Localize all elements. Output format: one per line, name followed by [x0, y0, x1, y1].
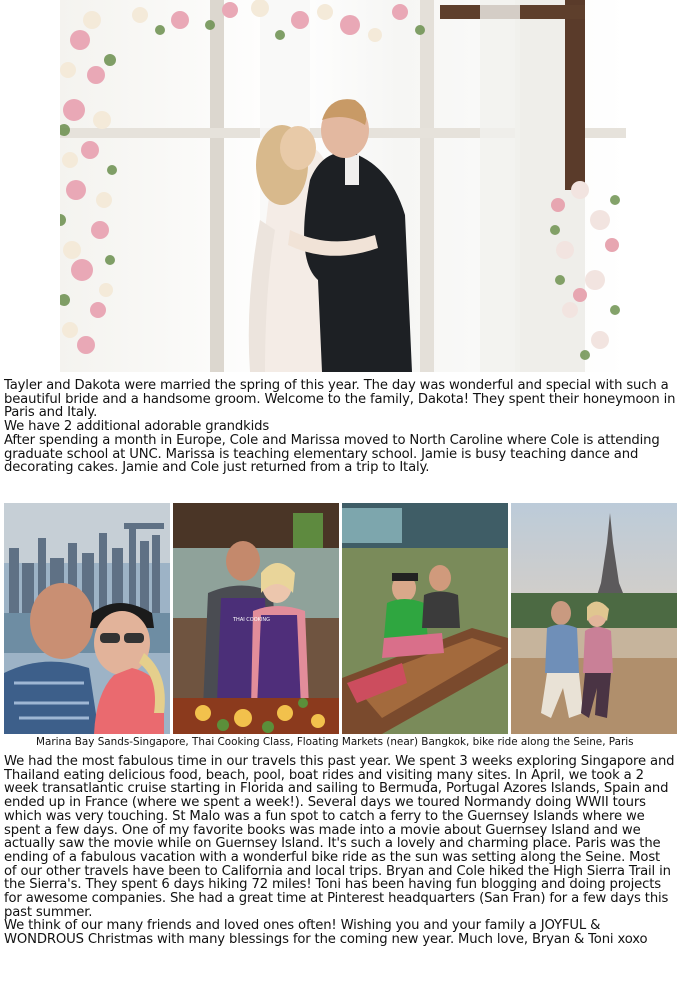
- wedding-paragraph: Tayler and Dakota were married the spring of this year. The day was wonderful and special with such a beautiful bride and a handsome groom. Welcome to the family, Dakota! They spent their honeymoon in Paris and Italy. We have 2 additional adorable grandkids After spending a month in Europe, Cole and Marissa moved to North Caroline where Cole is attending graduate school at UNC. Marissa is teaching elementary school. Jamie is busy teaching dance and decorating cakes. Jamie and Cole just returned from a trip to Italy.: [4, 378, 676, 476]
- paris-photo: [511, 503, 677, 734]
- floating-market-photo: [342, 503, 508, 734]
- travel-paragraph: We had the most fabulous time in our travels this past year. We spent 3 weeks exploring Singapore and Thailand eating delicious food, beach, pool, boat rides and visiting many sites. In April, we took a 2 week transatlantic cruise starting in Florida and sailing to Bermuda, Portugal Azores Islands, Spain and ended up in France (where we spent a week!). Several days we toured Normandy doing WWII tours which was very touching. St Malo was a fun spot to catch a ferry to the Guernsey Islands where we spent a few days. One of my favorite books was made into a movie about Guernsey Island and we actually saw the movie while on Guernsey Island. It's such a lovely and charming place. Paris was the ending of a fabulous vacation with a wonderful bike ride as the sun was setting along the Seine. Most of our other travels have been to California and local trips. Bryan and Cole hiked the High Sierra Trail in the Sierra's. They spent 6 days hiking 72 miles! Toni has been having fun blogging and doing projects for awesome companies. She had a great time at Pinterest headquarters (San Fran) for a few days this past summer. We think of our many friends and loved ones often! Wishing you and your family a JOYFUL & WONDROUS Christmas with many blessings for the coming new year. Much love, Bryan & Toni xoxo: [4, 754, 675, 948]
- thai-cooking-photo: [173, 503, 339, 734]
- apron-label: THAI COOKING: [233, 617, 271, 623]
- wedding-photo: [60, 0, 626, 372]
- photo-caption: Marina Bay Sands-Singapore, Thai Cooking Class, Floating Markets (near) Bangkok, bike ride along the Seine, Paris: [36, 736, 634, 748]
- singapore-photo: [4, 503, 170, 734]
